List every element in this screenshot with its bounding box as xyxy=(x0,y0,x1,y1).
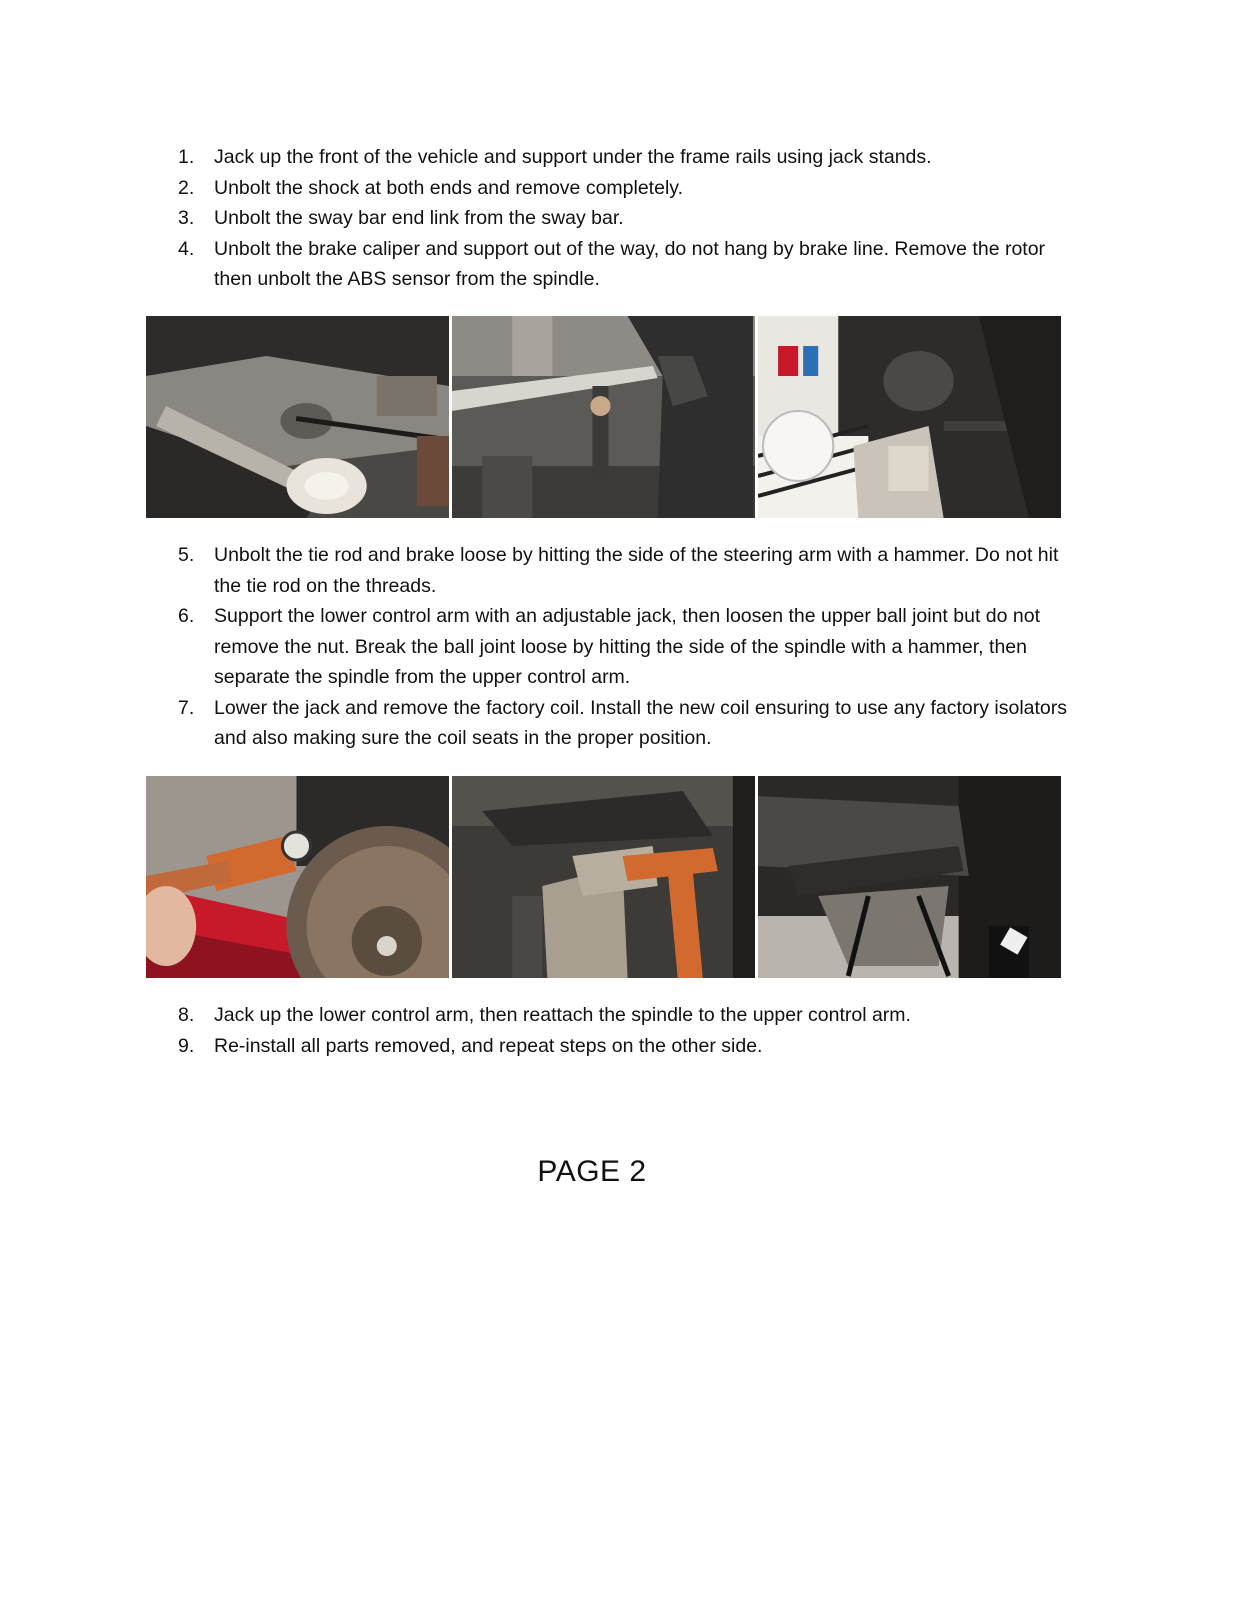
photo-row-1 xyxy=(146,316,1061,518)
photo-ball-joint-hammer xyxy=(452,776,755,978)
step-text: Jack up the lower control arm, then reattach the spindle to the upper control arm. xyxy=(214,1004,911,1026)
list-item xyxy=(178,601,1078,693)
step-text: Lower the jack and remove the factory coil. Install the new coil ensuring to use any factory isolators and also making sure the coil seats in the proper position. xyxy=(214,696,1068,749)
step-number: 9. xyxy=(178,1034,195,1057)
step-text: Unbolt the sway bar end link from the sway bar. xyxy=(214,207,624,229)
step-number: 7. xyxy=(178,696,195,719)
instruction-list-part-2 xyxy=(178,540,1078,754)
photo-ball-joint-hammer-image xyxy=(452,776,755,978)
step-text: Unbolt the tie rod and brake loose by hitting the side of the steering arm with a hammer. Do not hit the tie rod on the threads. xyxy=(214,544,1059,597)
list-item xyxy=(178,142,1078,173)
list-item xyxy=(178,693,1078,754)
step-number: 5. xyxy=(178,544,195,566)
list-item xyxy=(178,1031,1078,1062)
list-item xyxy=(178,540,1078,601)
step-number: 8. xyxy=(178,1004,195,1026)
list-item xyxy=(178,234,1078,295)
step-number: 6. xyxy=(178,605,195,627)
step-text: Support the lower control arm with an adjustable jack, then loosen the upper ball joint but do not remove the nut. Break the ball joint loose by hitting the side of the spindle with a hammer, then separate the spindle from the upper control arm. xyxy=(214,605,1041,688)
step-text: Re-install all parts removed, and repeat steps on the other side. xyxy=(214,1034,763,1057)
photo-brake-caliper-image xyxy=(758,316,1061,518)
photo-brake-caliper xyxy=(758,316,1061,518)
step-text: Unbolt the brake caliper and support out of the way, do not hang by brake line. Remove the rotor then unbolt the ABS sensor from the spindle. xyxy=(214,237,1046,290)
step-text: Jack up the front of the vehicle and support under the frame rails using jack stands. xyxy=(214,146,932,168)
step-text: Unbolt the shock at both ends and remove completely. xyxy=(214,176,683,199)
step-number: 1. xyxy=(178,146,195,168)
photo-tie-rod-hammer xyxy=(146,776,449,978)
list-item xyxy=(178,1000,1078,1031)
list-item xyxy=(178,173,1078,204)
photo-coil-install xyxy=(758,776,1061,978)
photo-shock-removal xyxy=(146,316,449,518)
step-number: 3. xyxy=(178,207,195,229)
instruction-list-part-1 xyxy=(178,142,1078,295)
photo-shock-removal-image xyxy=(146,316,449,518)
photo-tie-rod-hammer-image xyxy=(146,776,449,978)
list-item xyxy=(178,203,1078,234)
photo-row-2 xyxy=(146,776,1061,978)
instruction-list-part-3 xyxy=(178,1000,1078,1061)
step-number: 2. xyxy=(178,176,195,199)
step-number: 4. xyxy=(178,237,195,260)
page-number-label: PAGE 2 xyxy=(537,1155,647,1188)
photo-sway-bar-link-image xyxy=(452,316,755,518)
photo-sway-bar-link xyxy=(452,316,755,518)
photo-coil-install-image xyxy=(758,776,1061,978)
